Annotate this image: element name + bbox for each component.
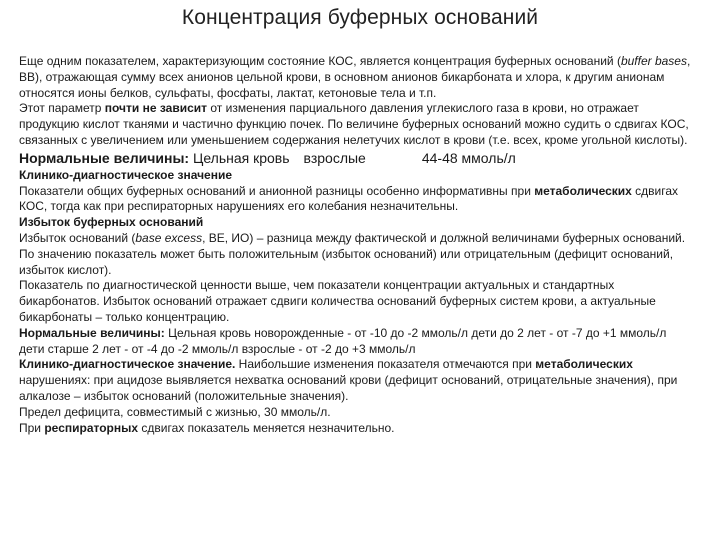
text-run: При bbox=[19, 420, 45, 435]
normal-values-label: Нормальные величины: bbox=[19, 149, 190, 166]
paragraph-deficit-limit: Предел дефицита, совместимый с жизнью, 30 ммоль/л. bbox=[19, 404, 331, 419]
section-heading-clinical: Клинико-диагностическое значение bbox=[19, 167, 233, 182]
text-run: , BB), отражающая сумму всех анионов цельной крови, в основном анионов бикарбоната и хлора, к другим анионам относятся ионы белков, сульфаты, фосфаты, лактат, кетоновые тела и т.п. bbox=[19, 54, 691, 100]
emphasis-text: респираторных bbox=[44, 420, 139, 435]
section-heading-excess: Избыток буферных оснований bbox=[19, 215, 204, 230]
text-run: Показатели общих буферных оснований и анионной разницы особенно информативны при bbox=[19, 183, 535, 198]
text-run: Избыток оснований ( bbox=[19, 230, 136, 245]
text-run: Еще одним показателем, характеризующим состояние КОС, является концентрация буферных оснований ( bbox=[19, 54, 621, 68]
paragraph-clinical-be bbox=[19, 357, 691, 404]
emphasis-text: почти не зависит bbox=[104, 101, 208, 116]
slide-body bbox=[19, 54, 691, 436]
normal-values-be bbox=[19, 326, 691, 358]
page-title: Концентрация буферных оснований bbox=[181, 6, 539, 29]
text-run: от изменения парциального давления углекислого газа в крови, но отражает продукцию кислот тканями и частично функцию почек. По величине буферных оснований можно судить о сдвигах КОС, связанных с увеличением или уменьшением содержания нелетучих кислот в крови (т.е. всех, кроме угольной кислоты). bbox=[19, 101, 689, 147]
text-run: , BE, ИО) – разница между фактической и должной величинами буферных оснований. По значению показатель может быть положительным (избыток оснований) или отрицательным (дефицит оснований, избыток кислот). bbox=[19, 230, 686, 277]
section-heading-clinical-be: Клинико-диагностическое значение. bbox=[19, 357, 236, 372]
paragraph-excess bbox=[19, 231, 691, 278]
text-run: сдвигах КОС, тогда как при респираторных нарушениях его колебания незначительны. bbox=[19, 183, 679, 214]
text-run: сдвигах показатель меняется незначительно. bbox=[138, 420, 395, 435]
text-run: Наибольшие изменения показателя отмечаются при bbox=[235, 357, 536, 372]
normal-values-bb bbox=[19, 149, 691, 168]
paragraph-clinical bbox=[19, 184, 691, 216]
emphasis-text: метаболических bbox=[535, 357, 633, 372]
term-buffer-bases: buffer bases bbox=[620, 54, 687, 68]
paragraph-respiratory bbox=[19, 421, 691, 437]
text-run: нарушениях: при ацидозе выявляется нехватка оснований крови (дефицит оснований, отрицательные значения), при алкалозе – избыток оснований (положительные значения). bbox=[19, 373, 678, 403]
text-run: Этот параметр bbox=[19, 101, 105, 116]
normal-values-label: Нормальные величины: bbox=[19, 325, 165, 340]
normal-group: взрослые bbox=[303, 149, 366, 166]
emphasis-text: метаболических bbox=[534, 183, 632, 198]
paragraph-diagnostic-value: Показатель по диагностической ценности выше, чем показатели концентрации актуальных и стандартных бикарбонатов. Избыток оснований отражает сдвиги количества оснований буферных систем крови, а актуальные бикарбонаты – только концентрацию. bbox=[19, 278, 656, 324]
normal-values-text: Цельная кровь новорожденные - от -10 до -2 ммоль/л дети до 2 лет - от -7 до +1 ммоль/л дети старше 2 лет - от -4 до -2 ммоль/л взрослые - от -2 до +3 ммоль/л bbox=[19, 325, 667, 356]
normal-sample: Цельная кровь bbox=[192, 149, 290, 166]
paragraph-buffer-bases bbox=[19, 54, 691, 101]
term-base-excess: base excess bbox=[135, 230, 203, 245]
normal-range: 44-48 ммоль/л bbox=[421, 149, 516, 166]
paragraph-dependence bbox=[19, 101, 691, 148]
